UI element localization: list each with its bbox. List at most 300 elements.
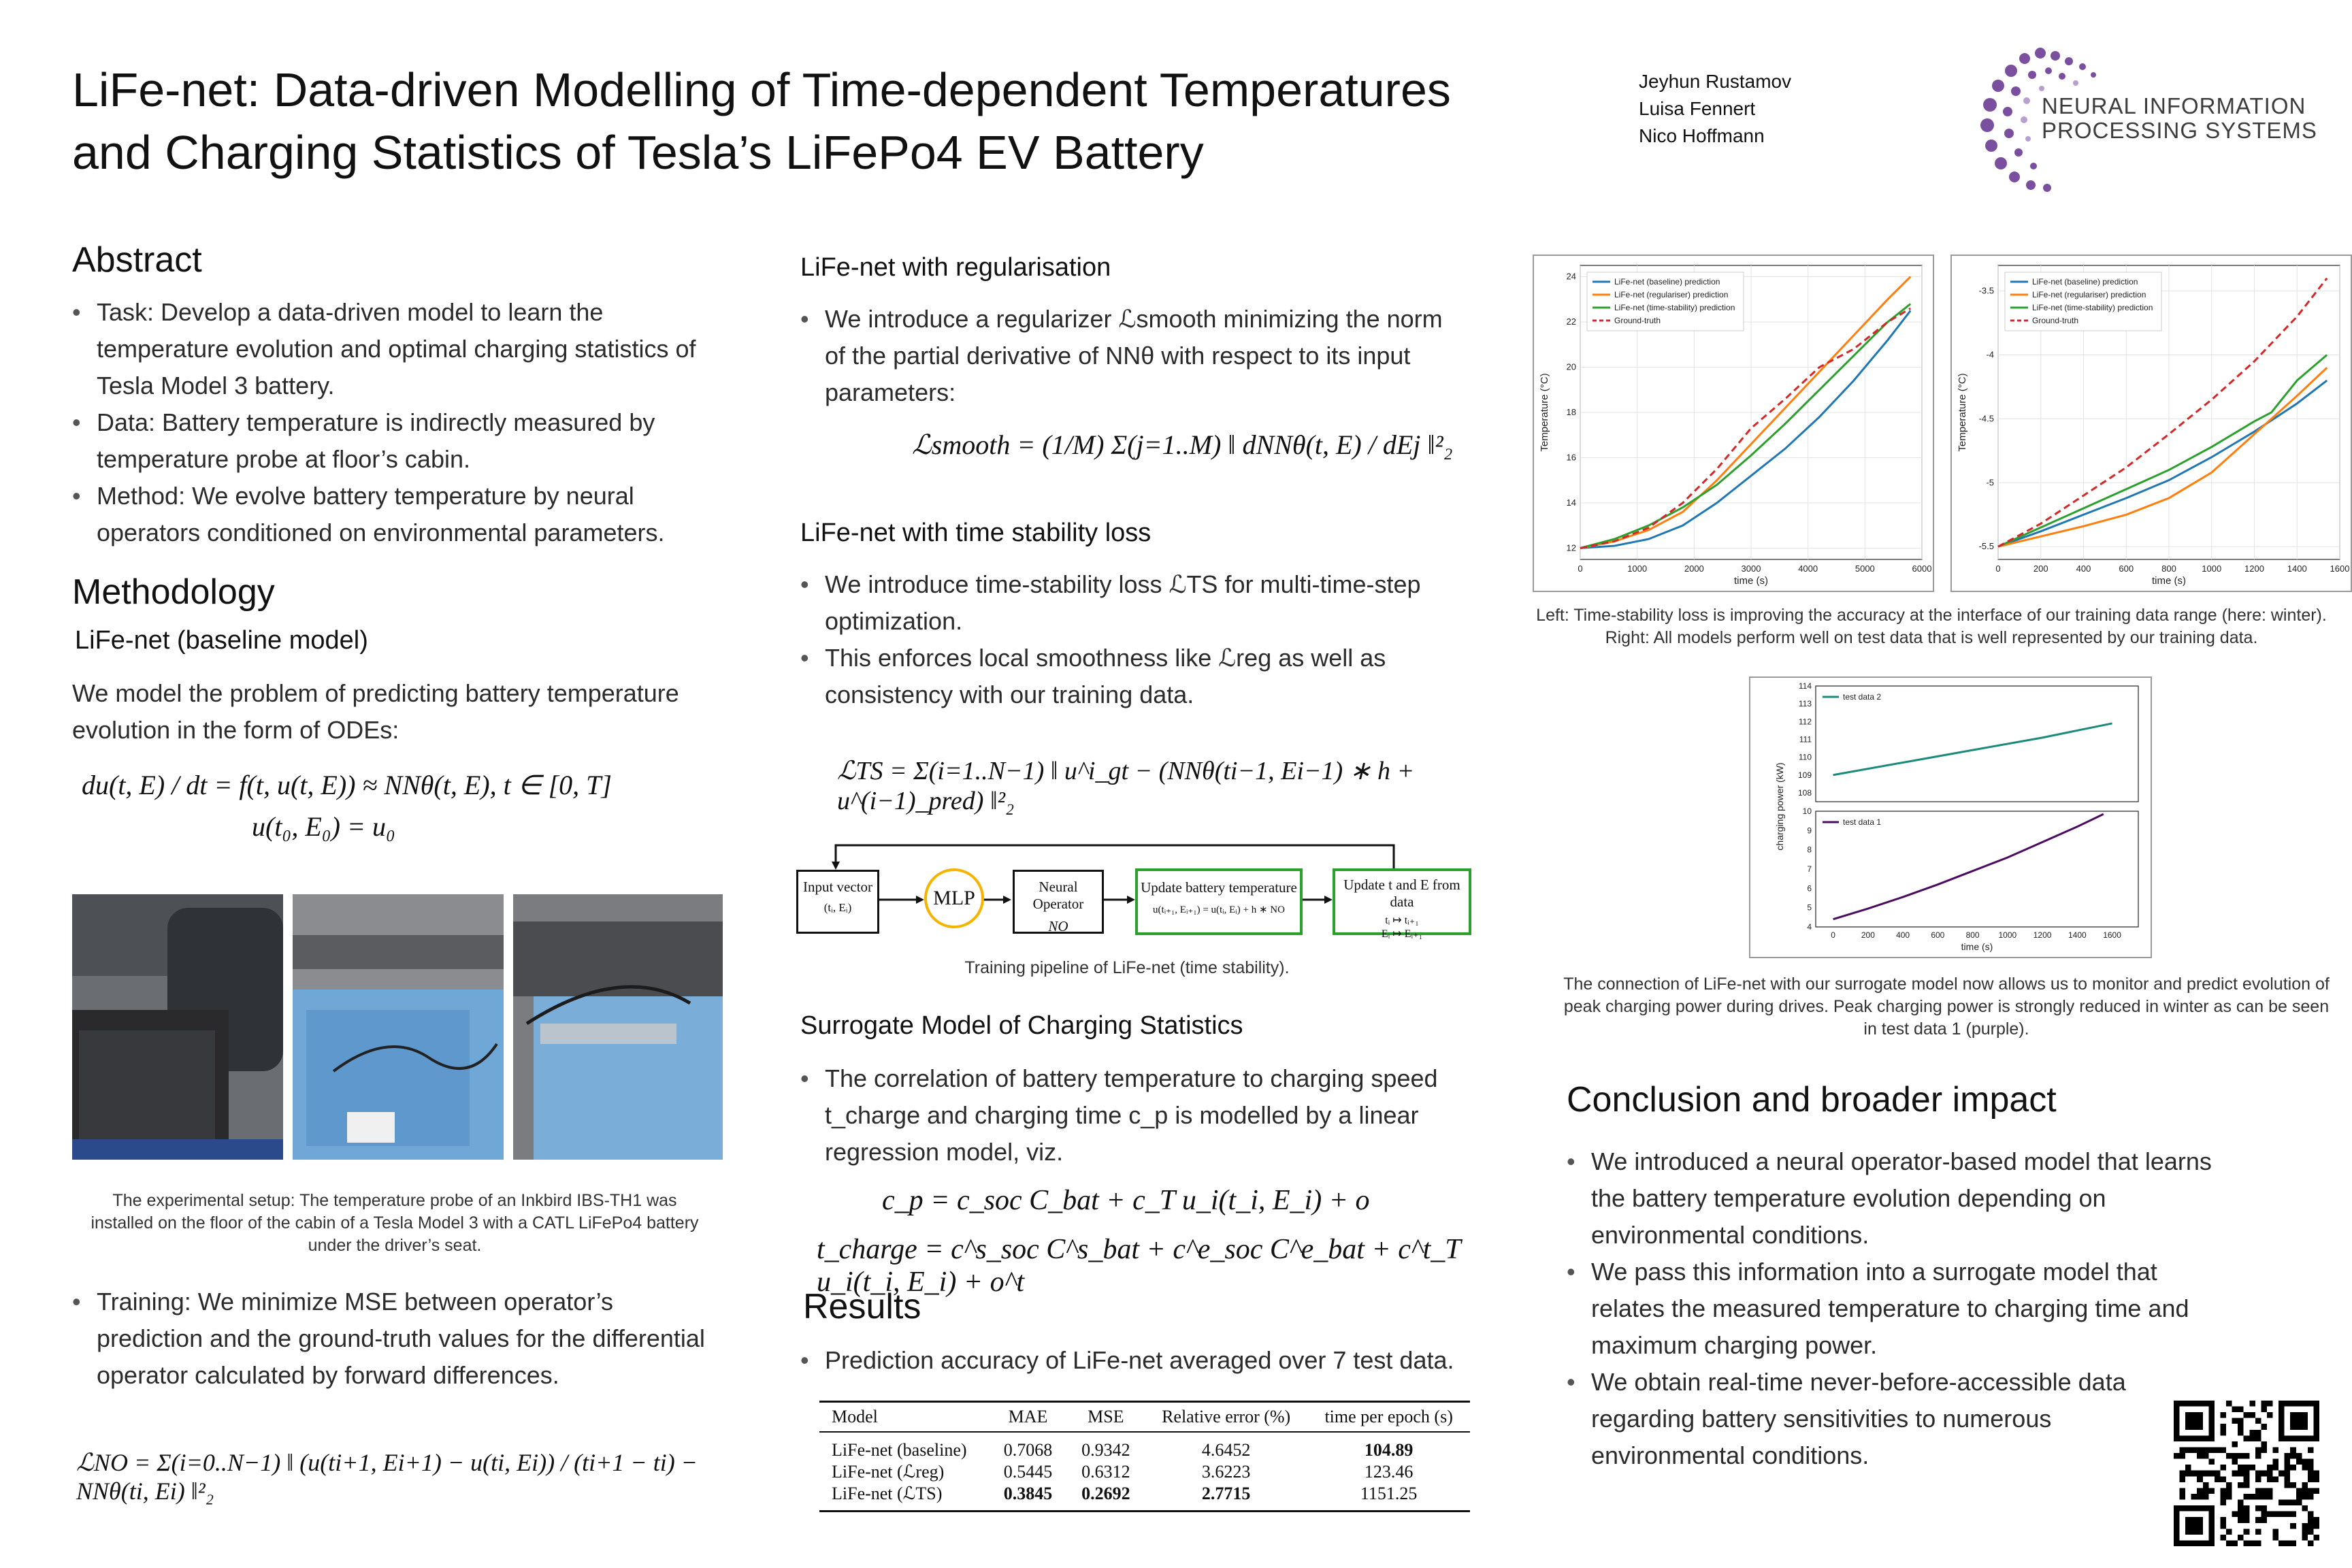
surrogate-heading: Surrogate Model of Charging Statistics xyxy=(800,1011,1243,1040)
qr-finder xyxy=(2185,1517,2203,1535)
qr-module xyxy=(2302,1482,2308,1488)
training-bullet: • Training: We minimize MSE between operator’s prediction and the ground-truth values for the differential operator calculated by forward differences. xyxy=(72,1284,712,1394)
qr-module xyxy=(2215,1476,2221,1482)
table-header: time per epoch (s) xyxy=(1307,1402,1470,1433)
setup-photo-caption: The experimental setup: The temperature probe of an Inkbird IBS-TH1 was installed on the floor of the cabin of a Tesla Model 3 with a CATL LiFePo4 battery under the driver’s seat. xyxy=(91,1191,699,1255)
x-tick-label: 4000 xyxy=(1798,564,1818,574)
regularisation-heading: LiFe-net with regularisation xyxy=(800,253,1111,282)
y-tick-label: 9 xyxy=(1807,826,1812,836)
qr-module xyxy=(2261,1407,2267,1413)
qr-module xyxy=(2244,1465,2250,1471)
qr-module xyxy=(2180,1476,2186,1482)
surrogate-list xyxy=(800,1060,1454,1171)
x-tick-label: 600 xyxy=(1931,930,1945,940)
title-line-2: and Charging Statistics of Tesla’s LiFePo4 EV Battery xyxy=(72,126,1204,179)
qr-module xyxy=(2208,1459,2215,1465)
qr-module xyxy=(2308,1447,2314,1453)
qr-module xyxy=(2232,1459,2238,1465)
x-tick-label: 1200 xyxy=(2033,930,2052,940)
qr-module xyxy=(2220,1412,2226,1418)
operator-node-title: Neural Operator xyxy=(1032,879,1084,912)
training-pipeline-diagram xyxy=(795,837,1469,939)
table-cell: LiFe-net (baseline) xyxy=(832,1440,967,1460)
author-name: Luisa Fennert xyxy=(1639,98,1756,119)
table-header: Relative error (%) xyxy=(1145,1402,1307,1433)
temperature-charts-caption: Left: Time-stability loss is improving the accuracy at the interface of our training data range (here: winter). Right: All models perform well on test data that is well represented by our training data. xyxy=(1536,606,2327,647)
y-tick-label: 7 xyxy=(1807,864,1812,874)
x-tick-label: 1200 xyxy=(2244,564,2264,574)
author-name: Nico Hoffmann xyxy=(1639,125,1765,146)
qr-module xyxy=(2232,1407,2238,1413)
qr-module xyxy=(2238,1471,2244,1477)
qr-module xyxy=(2313,1523,2319,1529)
qr-module xyxy=(2180,1453,2186,1459)
x-tick-label: 1600 xyxy=(2103,930,2121,940)
ts-loss-equation: ℒTS = Σ(i=1..N−1) ‖ u^i_gt − (NNθ(ti−1, Ei−1) ∗ h + u^(i−1)_pred) ‖²₂ xyxy=(837,757,1415,815)
qr-module xyxy=(2290,1540,2296,1546)
qr-module xyxy=(2238,1453,2244,1459)
tcharge-equation: t_charge = c^s_soc C^s_bat + c^e_soc C^e_bat + c^t_T u_i(t_i, E_i) + o^t xyxy=(817,1234,1460,1298)
qr-module xyxy=(2238,1418,2244,1424)
results-heading: Results xyxy=(803,1287,921,1326)
y-tick-label: -5 xyxy=(1986,477,1994,488)
x-tick-label: 1600 xyxy=(2330,564,2350,574)
qr-module xyxy=(2267,1488,2273,1494)
cp-equation: c_p = c_soc C_bat + c_T u_i(t_i, E_i) + o xyxy=(882,1185,1370,1216)
qr-module xyxy=(2313,1488,2319,1494)
qr-module xyxy=(2238,1424,2244,1430)
y-tick-label: 113 xyxy=(1798,699,1812,709)
abstract-heading: Abstract xyxy=(72,240,202,280)
x-tick-label: 1000 xyxy=(1998,930,2017,940)
qr-module xyxy=(2191,1471,2198,1477)
y-tick-label: -4 xyxy=(1986,349,1994,360)
qr-module xyxy=(2255,1476,2261,1482)
qr-module xyxy=(2244,1482,2250,1488)
qr-module xyxy=(2215,1471,2221,1477)
qr-module xyxy=(2238,1465,2244,1471)
qr-module xyxy=(2285,1512,2291,1518)
car-seat-photo xyxy=(72,894,283,1160)
qr-module xyxy=(2203,1471,2209,1477)
qr-module xyxy=(2261,1494,2267,1500)
table-header: MSE xyxy=(1067,1402,1145,1433)
qr-module xyxy=(2203,1453,2209,1459)
qr-module xyxy=(2273,1465,2279,1471)
qr-module xyxy=(2273,1535,2279,1541)
qr-module xyxy=(2238,1482,2244,1488)
y-tick-label: -5.5 xyxy=(1978,541,1994,552)
qr-module xyxy=(2244,1512,2250,1518)
y-axis-label: charging power (kW) xyxy=(1774,762,1785,851)
qr-module xyxy=(2308,1523,2314,1529)
qr-module xyxy=(2185,1465,2191,1471)
y-tick-label: 108 xyxy=(1797,787,1812,798)
qr-module xyxy=(2226,1488,2232,1494)
ode-line-1: du(t, E) / dt = f(t, u(t, E)) ≈ NNθ(t, E), t ∈ [0, T] xyxy=(82,770,612,800)
qr-module xyxy=(2244,1471,2250,1477)
qr-module xyxy=(2232,1441,2238,1448)
x-tick-label: 200 xyxy=(1861,930,1875,940)
x-tick-label: 6000 xyxy=(1912,564,1932,574)
ode-line-2: u(t₀, E₀) = u₀ xyxy=(252,811,395,842)
qr-module xyxy=(2249,1430,2255,1436)
operator-node-sub: NO xyxy=(1048,918,1068,934)
qr-module xyxy=(2238,1407,2244,1413)
qr-module xyxy=(2255,1430,2261,1436)
qr-module xyxy=(2267,1494,2273,1500)
qr-module xyxy=(2261,1517,2267,1523)
qr-module xyxy=(2244,1529,2250,1535)
qr-module xyxy=(2238,1505,2244,1512)
y-tick-label: -4.5 xyxy=(1978,413,1994,424)
qr-module xyxy=(2238,1535,2244,1541)
update-data-sub-2: Eᵢ ↦ Eᵢ₊₁ xyxy=(1381,928,1423,940)
qr-module xyxy=(2290,1482,2296,1488)
surrogate-bullet: • The correlation of battery temperature to charging speed t_charge and charging time c_p is modelled by a linear regression model, viz. xyxy=(800,1060,1454,1171)
qr-module xyxy=(2255,1517,2261,1523)
qr-module xyxy=(2255,1418,2261,1424)
qr-module xyxy=(2255,1471,2261,1477)
qr-module xyxy=(2232,1453,2238,1459)
conclusion-bullet: • We pass this information into a surrogate model that relates the measured temperature to charging time and maximum charging power. xyxy=(1567,1254,2234,1364)
qr-module xyxy=(2174,1453,2180,1459)
qr-module xyxy=(2226,1540,2232,1546)
qr-module xyxy=(2313,1471,2319,1477)
x-tick-label: 0 xyxy=(1995,564,2001,574)
qr-module xyxy=(2278,1540,2285,1546)
qr-module xyxy=(2197,1488,2203,1494)
y-tick-label: 109 xyxy=(1797,770,1812,780)
qr-module xyxy=(2220,1523,2226,1529)
x-tick-label: 1000 xyxy=(1627,564,1648,574)
qr-module xyxy=(2302,1523,2308,1529)
qr-module xyxy=(2255,1494,2261,1500)
input-node-title: Input vector xyxy=(802,879,873,895)
qr-module xyxy=(2296,1494,2302,1500)
x-tick-label: 0 xyxy=(1831,930,1835,940)
qr-module xyxy=(2290,1523,2296,1529)
x-axis-label: time (s) xyxy=(1961,941,1993,952)
qr-module xyxy=(2302,1535,2308,1541)
qr-module xyxy=(2249,1435,2255,1441)
qr-module xyxy=(2220,1465,2226,1471)
qr-module xyxy=(2255,1505,2261,1512)
qr-module xyxy=(2232,1540,2238,1546)
qr-module xyxy=(2278,1500,2285,1506)
qr-module xyxy=(2273,1512,2279,1518)
x-tick-label: 2000 xyxy=(1684,564,1704,574)
baseline-intro: We model the problem of predicting battery temperature evolution in the form of ODEs: xyxy=(72,679,679,744)
pipeline-caption: Training pipeline of LiFe-net (time stability). xyxy=(964,958,1290,977)
x-axis-label: time (s) xyxy=(1734,575,1768,587)
abstract-list xyxy=(72,294,698,551)
x-tick-label: 200 xyxy=(2033,564,2048,574)
qr-module xyxy=(2308,1488,2314,1494)
x-tick-label: 600 xyxy=(2119,564,2134,574)
table-header: MAE xyxy=(989,1402,1066,1433)
qr-module xyxy=(2273,1476,2279,1482)
qr-module xyxy=(2226,1529,2232,1535)
qr-module xyxy=(2278,1471,2285,1477)
methodology-heading: Methodology xyxy=(72,572,275,612)
qr-module xyxy=(2215,1447,2221,1453)
smooth-equation: ℒsmooth = (1/M) Σ(j=1..M) ‖ dNNθ(t, E) / dEj ‖²₂ xyxy=(912,429,1453,460)
table-row xyxy=(819,1461,1470,1483)
poster-title xyxy=(72,59,1569,184)
table-cell: 0.9342 xyxy=(1081,1440,1130,1460)
qr-module xyxy=(2208,1471,2215,1477)
qr-module xyxy=(2185,1447,2191,1453)
qr-module xyxy=(2226,1494,2232,1500)
qr-module xyxy=(2220,1488,2226,1494)
abstract-bullet: • Data: Battery temperature is indirectly measured by temperature probe at floor’s cabin. xyxy=(72,404,698,478)
legend-label: LiFe-net (time-stability) prediction xyxy=(2032,303,2153,312)
qr-module xyxy=(2244,1453,2250,1459)
qr-module xyxy=(2226,1401,2232,1407)
conclusion-list xyxy=(1567,1143,2234,1474)
y-tick-label: 10 xyxy=(1802,806,1812,816)
stability-bullet: • We introduce time-stability loss ℒTS for multi-time-step optimization. xyxy=(800,566,1454,640)
conclusion-bullet: • We obtain real-time never-before-accessible data regarding battery sensitivities to numerous environmental conditions. xyxy=(1567,1364,2149,1474)
qr-module xyxy=(2267,1512,2273,1518)
table-row xyxy=(819,1483,1470,1512)
update-temp-title: Update battery temperature xyxy=(1141,879,1297,896)
qr-module xyxy=(2290,1512,2296,1518)
qr-module xyxy=(2244,1505,2250,1512)
qr-module xyxy=(2191,1447,2198,1453)
results-table xyxy=(819,1401,1470,1512)
input-node-sub: (tᵢ, Eᵢ) xyxy=(823,901,852,914)
qr-module xyxy=(2302,1529,2308,1535)
qr-module xyxy=(2261,1424,2267,1430)
table-cell: 4.6452 xyxy=(1201,1440,1251,1460)
temperature-chart-winter xyxy=(1533,255,1934,592)
y-tick-label: 20 xyxy=(1566,361,1576,372)
qr-module xyxy=(2185,1471,2191,1477)
qr-module xyxy=(2308,1517,2314,1523)
table-cell: 123.46 xyxy=(1364,1462,1414,1482)
qr-module xyxy=(2285,1540,2291,1546)
qr-module xyxy=(2208,1488,2215,1494)
table-cell: 0.2692 xyxy=(1067,1483,1145,1512)
legend-label: test data 2 xyxy=(1843,692,1882,702)
qr-module xyxy=(2261,1505,2267,1512)
qr-module xyxy=(2255,1529,2261,1535)
pipeline-operator-node xyxy=(1013,870,1104,934)
table-header: Model xyxy=(819,1402,989,1433)
update-data-sub-1: tᵢ ↦ tᵢ₊₁ xyxy=(1385,915,1419,926)
conclusion-bullet: • We introduced a neural operator-based model that learns the battery temperature evolution depending on environmental conditions. xyxy=(1567,1143,2234,1254)
qr-module xyxy=(2290,1453,2296,1459)
y-tick-label: 12 xyxy=(1566,542,1576,553)
qr-module xyxy=(2296,1453,2302,1459)
qr-module xyxy=(2197,1471,2203,1477)
qr-module xyxy=(2296,1459,2302,1465)
ode-equation xyxy=(82,769,721,843)
qr-finder xyxy=(2290,1412,2308,1430)
x-tick-label: 800 xyxy=(2161,564,2176,574)
qr-module xyxy=(2203,1447,2209,1453)
stability-heading: LiFe-net with time stability loss xyxy=(800,519,1152,547)
author-name: Jeyhun Rustamov xyxy=(1639,71,1792,92)
table-cell: 0.3845 xyxy=(989,1483,1066,1512)
qr-module xyxy=(2255,1453,2261,1459)
qr-module xyxy=(2261,1512,2267,1518)
qr-module xyxy=(2191,1494,2198,1500)
y-tick-label: 5 xyxy=(1807,902,1812,913)
logo-line-1: NEURAL INFORMATION xyxy=(2042,93,2306,118)
y-tick-label: 22 xyxy=(1566,316,1576,327)
qr-module xyxy=(2203,1488,2209,1494)
qr-module xyxy=(2238,1500,2244,1506)
legend-label: LiFe-net (baseline) prediction xyxy=(2032,277,2138,287)
legend-label: Ground-truth xyxy=(2032,316,2079,325)
x-tick-label: 400 xyxy=(2076,564,2091,574)
y-tick-label: -3.5 xyxy=(1978,285,1994,296)
qr-module xyxy=(2302,1459,2308,1465)
qr-module xyxy=(2308,1465,2314,1471)
qr-module xyxy=(2285,1482,2291,1488)
legend-label: LiFe-net (baseline) prediction xyxy=(1614,277,1720,287)
qr-module xyxy=(2290,1447,2296,1453)
y-tick-label: 111 xyxy=(1799,734,1812,745)
qr-module xyxy=(2273,1529,2279,1535)
results-bullet: • Prediction accuracy of LiFe-net averaged over 7 test data. xyxy=(800,1342,1481,1379)
qr-module xyxy=(2308,1494,2314,1500)
qr-module xyxy=(2267,1412,2273,1418)
stability-list xyxy=(800,566,1454,713)
qr-module xyxy=(2220,1476,2226,1482)
y-tick-label: 8 xyxy=(1807,845,1812,855)
y-axis-label: Temperature (°C) xyxy=(1539,373,1550,452)
x-tick-label: 1400 xyxy=(2287,564,2307,574)
y-tick-label: 114 xyxy=(1798,681,1812,691)
table-cell: LiFe-net (ℒreg) xyxy=(832,1462,945,1482)
qr-module xyxy=(2267,1476,2273,1482)
qr-module xyxy=(2244,1412,2250,1418)
conclusion-heading: Conclusion and broader impact xyxy=(1567,1080,2057,1120)
legend-label: LiFe-net (regulariser) prediction xyxy=(1614,290,1729,299)
table-row xyxy=(819,1432,1470,1461)
qr-module xyxy=(2302,1465,2308,1471)
table-cell: 0.6312 xyxy=(1081,1462,1130,1482)
qr-module xyxy=(2238,1517,2244,1523)
y-tick-label: 16 xyxy=(1566,452,1576,463)
loss-no-equation: ℒNO = Σ(i=0..N−1) ‖ (u(ti+1, Ei+1) − u(ti, Ei)) / (ti+1 − ti) − NNθ(ti, Ei) ‖²₂ xyxy=(76,1449,698,1505)
qr-module xyxy=(2197,1447,2203,1453)
abstract-bullet: • Method: We evolve battery temperature by neural operators conditioned on environmental parameters. xyxy=(72,478,698,551)
table-cell: 0.7068 xyxy=(1003,1440,1053,1460)
table-cell: 2.7715 xyxy=(1145,1483,1307,1512)
y-tick-label: 110 xyxy=(1798,752,1812,762)
table-cell: LiFe-net (ℒTS) xyxy=(819,1483,989,1512)
qr-module xyxy=(2267,1471,2273,1477)
qr-module xyxy=(2220,1517,2226,1523)
legend-label: LiFe-net (regulariser) prediction xyxy=(2032,290,2146,299)
qr-module xyxy=(2261,1441,2267,1448)
table-cell: 0.5445 xyxy=(1003,1462,1053,1482)
qr-module xyxy=(2244,1517,2250,1523)
x-tick-label: 400 xyxy=(1896,930,1910,940)
charging-power-chart xyxy=(1749,676,2152,958)
x-axis-label: time (s) xyxy=(2152,575,2186,587)
y-tick-label: 6 xyxy=(1807,883,1812,894)
qr-module xyxy=(2290,1500,2296,1506)
qr-module xyxy=(2273,1447,2279,1453)
y-axis-label: Temperature (°C) xyxy=(1957,373,1968,452)
qr-module xyxy=(2244,1494,2250,1500)
qr-module xyxy=(2180,1488,2186,1494)
y-tick-label: 14 xyxy=(1566,497,1576,508)
qr-module xyxy=(2285,1476,2291,1482)
qr-code-icon[interactable] xyxy=(2174,1401,2319,1546)
abstract-bullet: • Task: Develop a data-driven model to learn the temperature evolution and optimal charging statistics of Tesla Model 3 battery. xyxy=(72,294,698,404)
stability-bullet: • This enforces local smoothness like ℒreg as well as consistency with our training data. xyxy=(800,640,1454,713)
legend-label: Ground-truth xyxy=(1614,316,1661,325)
qr-module xyxy=(2249,1465,2255,1471)
qr-module xyxy=(2197,1476,2203,1482)
qr-module xyxy=(2308,1540,2314,1546)
pipeline-update-temp-node xyxy=(1135,868,1303,935)
qr-module xyxy=(2197,1453,2203,1459)
qr-module xyxy=(2220,1494,2226,1500)
qr-module xyxy=(2285,1459,2291,1465)
qr-module xyxy=(2244,1476,2250,1482)
qr-module xyxy=(2249,1401,2255,1407)
qr-module xyxy=(2308,1529,2314,1535)
qr-module xyxy=(2285,1465,2291,1471)
qr-module xyxy=(2313,1517,2319,1523)
pipeline-input-node xyxy=(796,870,879,934)
qr-module xyxy=(2261,1447,2267,1453)
qr-module xyxy=(2232,1471,2238,1477)
qr-module xyxy=(2220,1447,2226,1453)
qr-module xyxy=(2261,1488,2267,1494)
qr-module xyxy=(2302,1488,2308,1494)
qr-module xyxy=(2244,1540,2250,1546)
qr-module xyxy=(2180,1471,2186,1477)
qr-module xyxy=(2285,1471,2291,1477)
x-tick-label: 0 xyxy=(1578,564,1583,574)
update-data-title: Update t and E from data xyxy=(1343,877,1460,910)
qr-module xyxy=(2302,1494,2308,1500)
qr-module xyxy=(2285,1500,2291,1506)
logo-line-2: PROCESSING SYSTEMS xyxy=(2042,118,2317,143)
y-tick-label: 4 xyxy=(1807,922,1812,932)
qr-module xyxy=(2238,1430,2244,1436)
temperature-chart-test xyxy=(1950,255,2352,592)
qr-module xyxy=(2267,1401,2273,1407)
qr-module xyxy=(2197,1494,2203,1500)
qr-module xyxy=(2255,1488,2261,1494)
qr-module xyxy=(2296,1488,2302,1494)
qr-module xyxy=(2226,1482,2232,1488)
qr-module xyxy=(2220,1430,2226,1436)
qr-module xyxy=(2285,1453,2291,1459)
table-header-row xyxy=(819,1402,1470,1433)
probe-floor-photo xyxy=(293,894,504,1160)
table-cell: 3.6223 xyxy=(1201,1462,1251,1482)
qr-module xyxy=(2267,1465,2273,1471)
qr-module xyxy=(2244,1435,2250,1441)
qr-module xyxy=(2203,1494,2209,1500)
table-cell: 1151.25 xyxy=(1307,1483,1470,1512)
qr-module xyxy=(2249,1540,2255,1546)
qr-module xyxy=(2220,1424,2226,1430)
qr-module xyxy=(2308,1471,2314,1477)
update-temp-sub: u(tᵢ₊₁, Eᵢ₊₁) = u(tᵢ, Eᵢ) + h ∗ NO xyxy=(1153,904,1285,915)
